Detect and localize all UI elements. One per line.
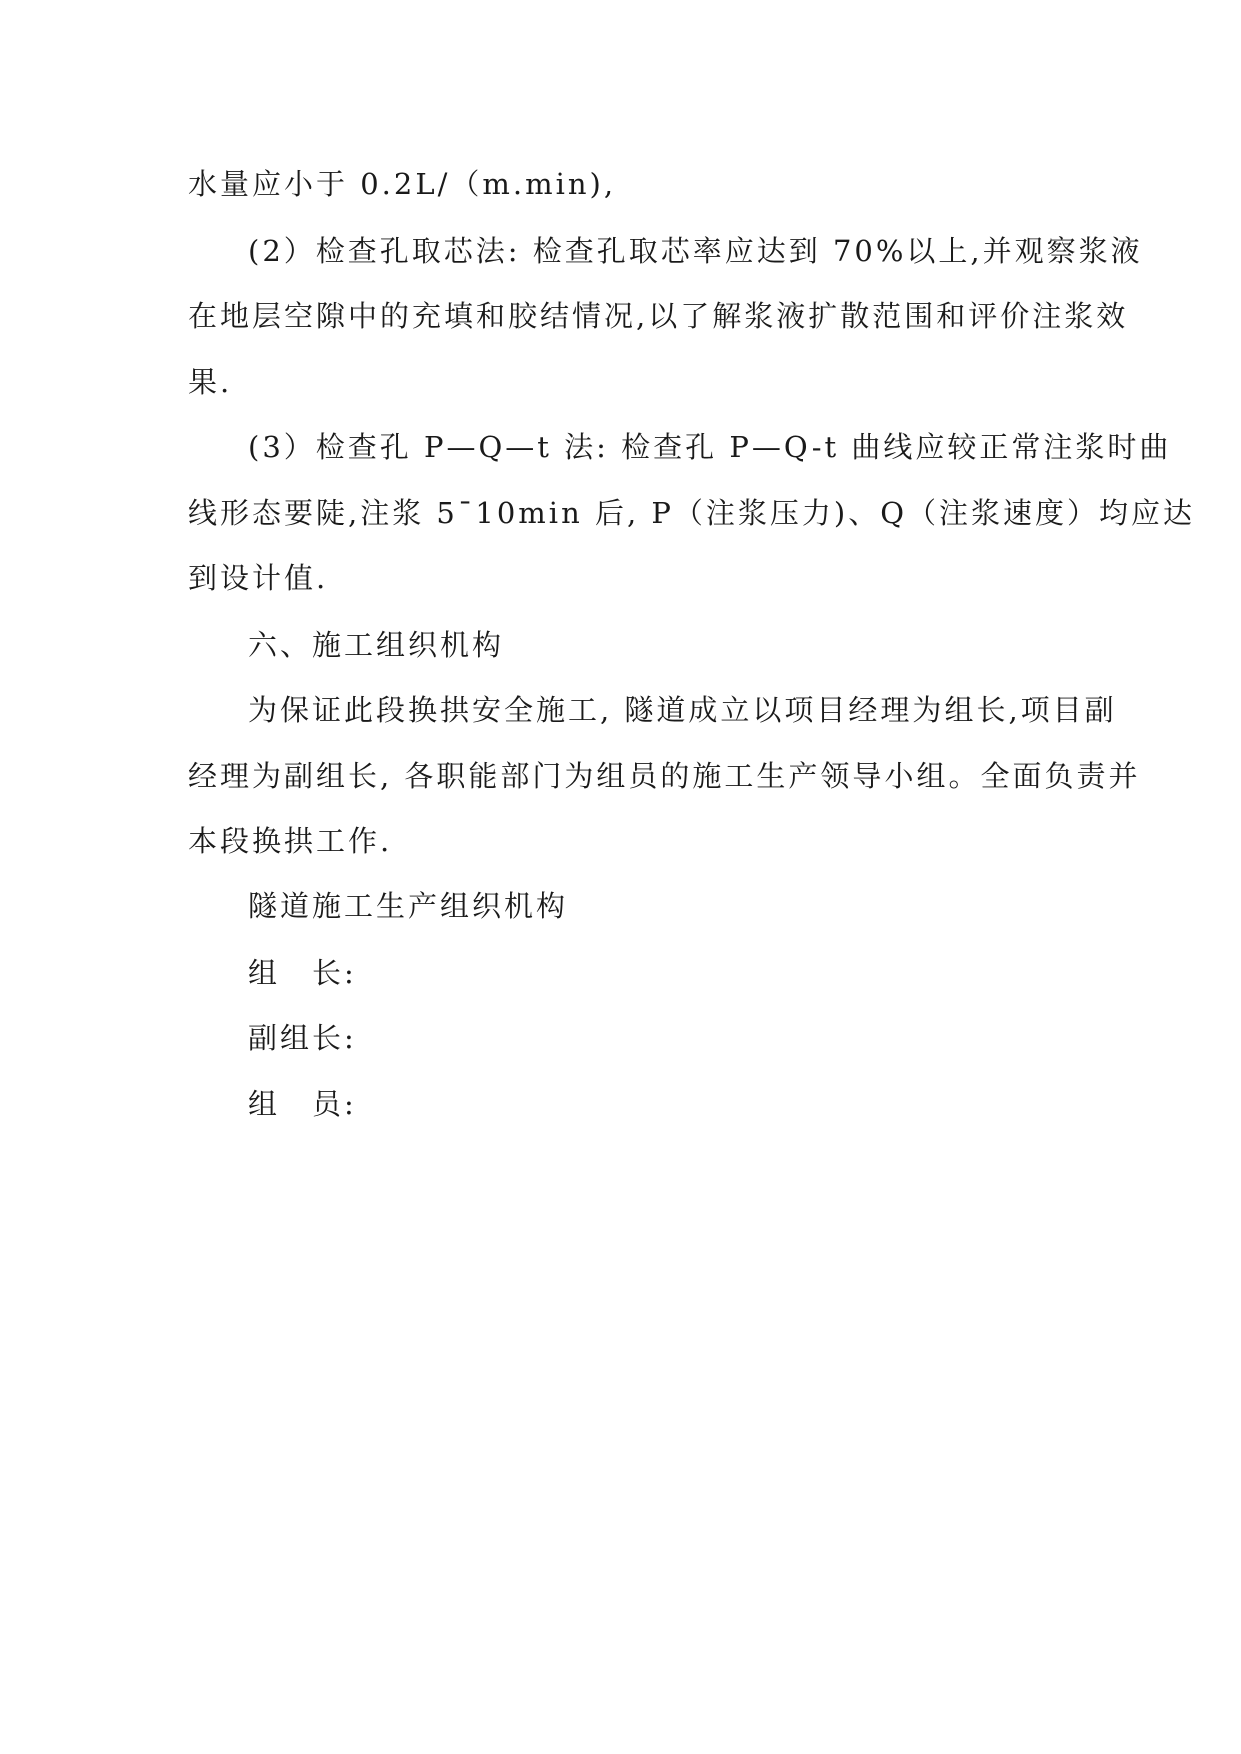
- org-role-deputy-leader: 副组长:: [248, 1021, 357, 1055]
- org-role-leader: 组 长:: [248, 956, 357, 990]
- paragraph-line: 本段换拱工作.: [188, 824, 393, 858]
- paragraph-line: 在地层空隙中的充填和胶结情况,以了解浆液扩散范围和评价注浆效: [188, 299, 1129, 333]
- paragraph-line: 果.: [188, 365, 233, 399]
- paragraph-line: (2）检查孔取芯法: 检查孔取芯率应达到 70%以上,并观察浆液: [248, 234, 1143, 268]
- paragraph-line: 经理为副组长, 各职能部门为组员的施工生产领导小组。全面负责并: [188, 759, 1141, 793]
- org-structure-title: 隧道施工生产组织机构: [248, 889, 569, 923]
- paragraph-line: (3）检查孔 P—Q—t 法: 检查孔 P—Q-t 曲线应较正常注浆时曲: [248, 430, 1172, 464]
- paragraph-line: 为保证此段换拱安全施工, 隧道成立以项目经理为组长,项目副: [248, 693, 1117, 727]
- paragraph-line: 线形态要陡,注浆 5¯10min 后, P（注浆压力)、Q（注浆速度）均应达: [188, 496, 1195, 530]
- paragraph-line: 到设计值.: [188, 561, 329, 595]
- section-heading: 六、施工组织机构: [248, 628, 505, 662]
- paragraph-line: 水量应小于 0.2L/（m.min),: [188, 167, 617, 201]
- org-role-members: 组 员:: [248, 1087, 357, 1121]
